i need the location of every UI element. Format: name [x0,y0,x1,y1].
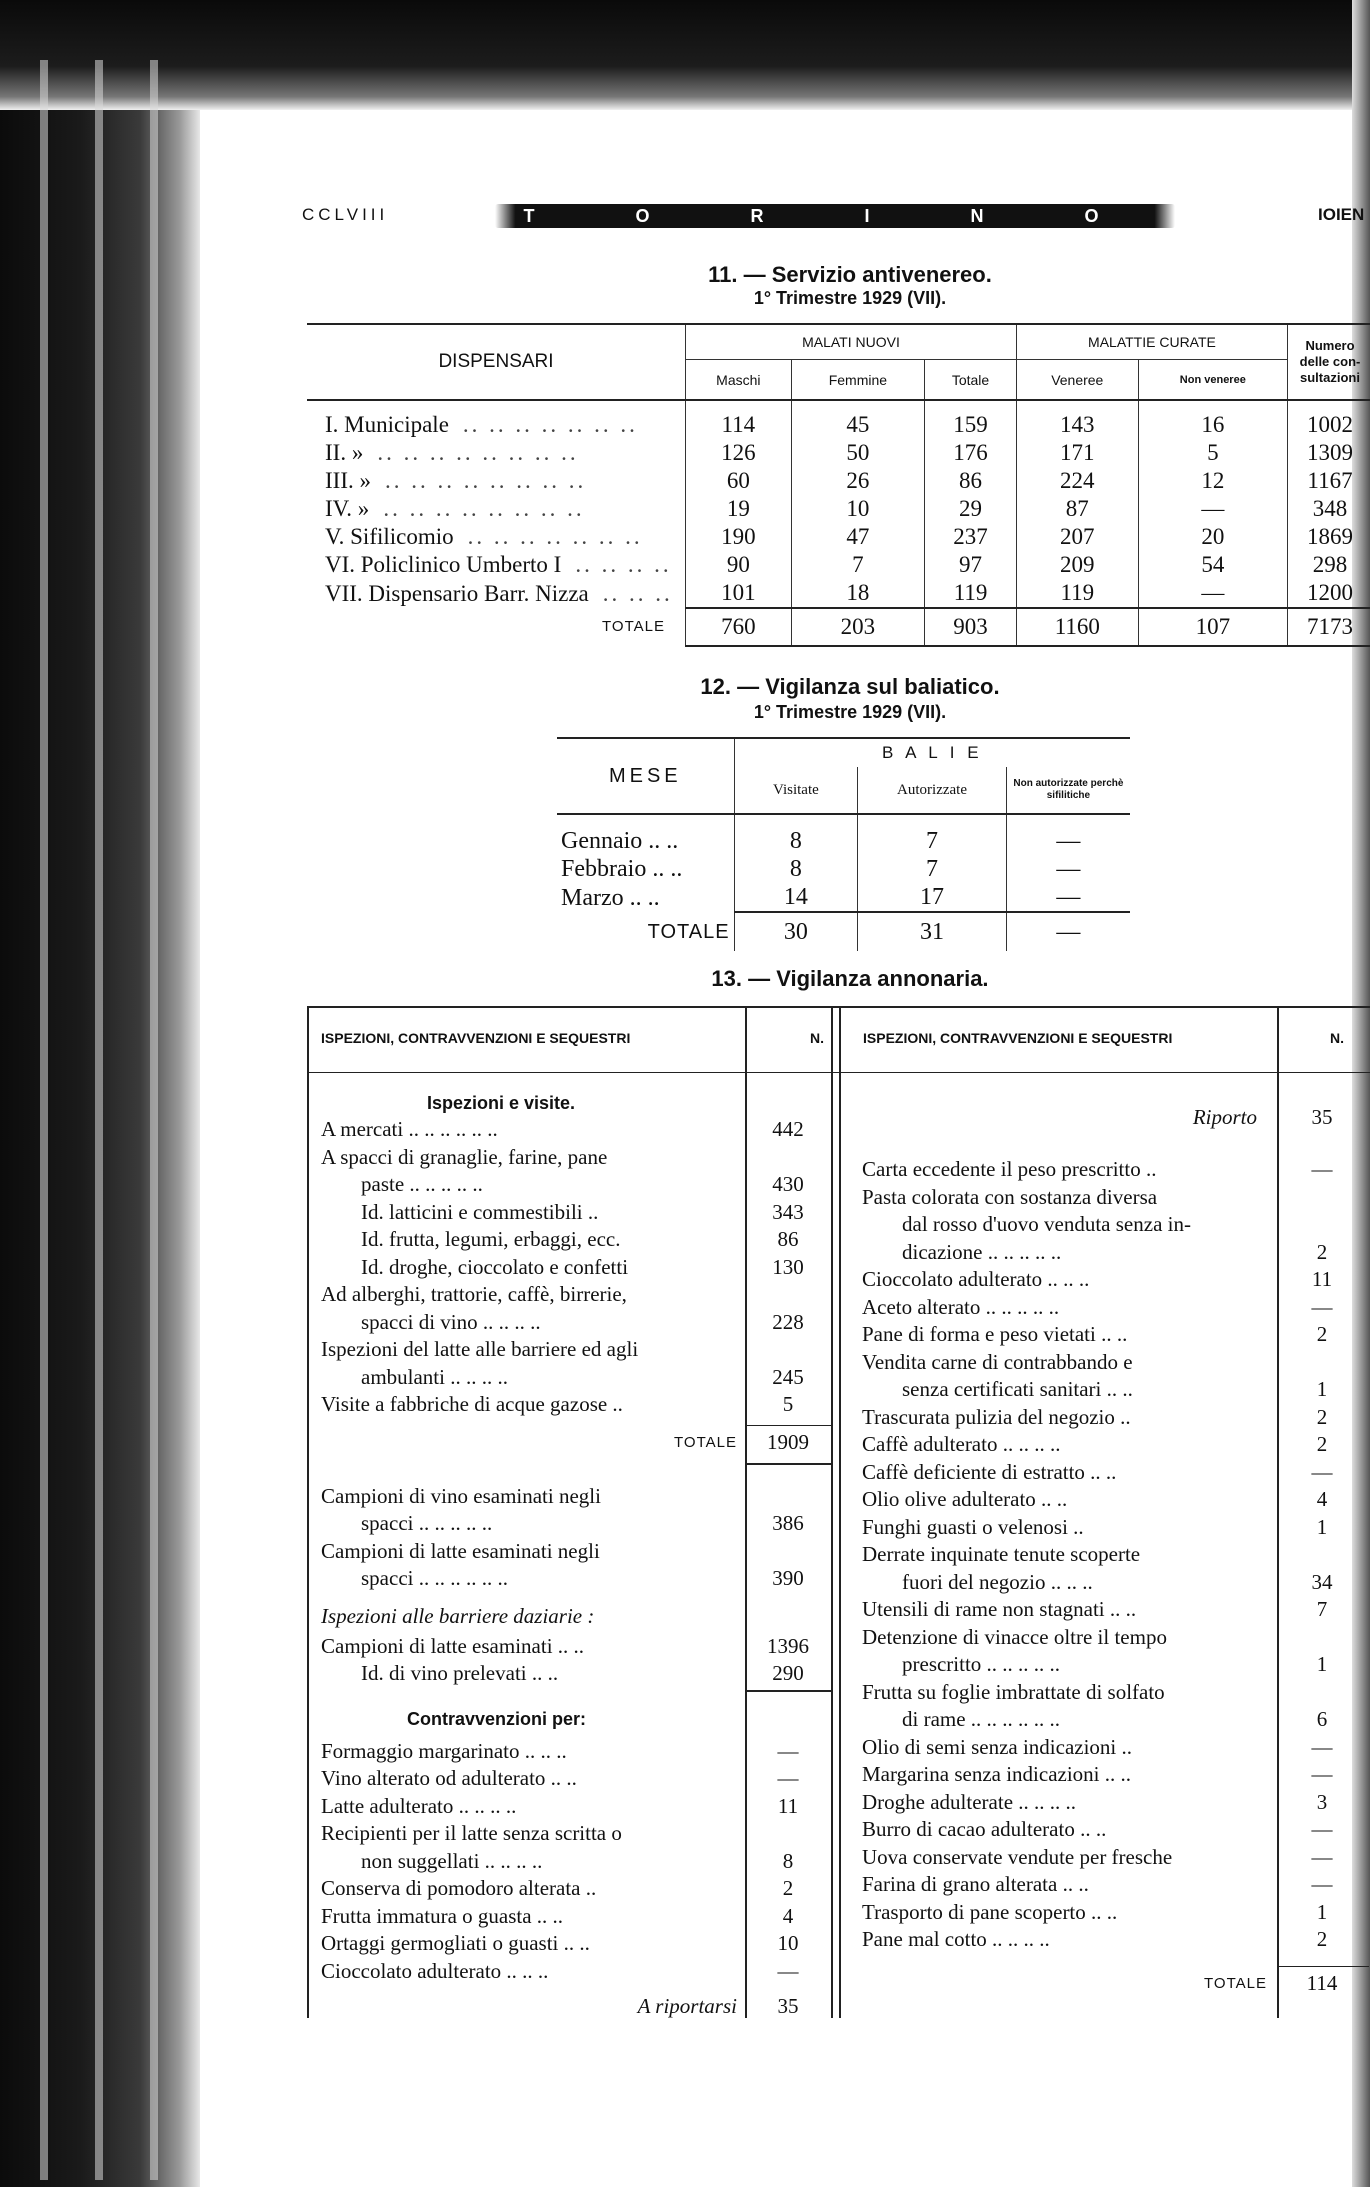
entry-value: 1 [1316,1377,1328,1401]
entry-text: Funghi guasti o velenosi .. [862,1514,1084,1539]
leader-dots: .. .. .. .. .. .. .. .. [377,440,579,465]
barriere-heading: Ispezioni alle barriere daziarie : [321,1603,595,1628]
entry-text: Cioccolato adulterato .. .. .. [862,1267,1090,1291]
femmine-cell: 50 [791,439,924,467]
entry-text: Frutta immatura o guasta .. .. [321,1903,564,1928]
section11-subtitle: 1° Trimestre 1929 (VII). [753,288,947,308]
subtotal-rule [747,1425,831,1426]
entry-text: Margarina senza indicazioni .. .. [862,1762,1132,1786]
entry-value: 1 [1316,1514,1328,1539]
entry-value: 290 [772,1661,804,1685]
non-veneree-cell: — [1138,579,1287,608]
col-totale: Totale [925,360,1017,400]
entry-text: Id. latticini e commestibili .. [361,1199,599,1224]
total-row [307,608,1370,646]
autorizzate-cell: 7 [858,814,1007,855]
col-dispensari: DISPENSARI [307,324,686,400]
entry-text: Ortaggi germogliati o guasti .. .. [321,1931,590,1955]
dispensario-name: III. » [325,468,371,493]
entry-text: Pasta colorata con sostanza diversa [862,1184,1158,1209]
visitate-cell: 14 [734,883,858,912]
left-col-n: N. [810,1030,824,1046]
entry-text: prescritto .. .. .. .. .. [902,1652,1061,1676]
leader-dots: .. .. .. .. [575,552,672,577]
row-label [307,495,686,523]
section-rule [747,1690,831,1692]
entry-text: Pane di forma e peso vietati .. .. [862,1322,1128,1346]
femmine-cell: 26 [791,467,924,495]
entry-value: — [1311,1844,1333,1869]
entry-text: paste .. .. .. .. .. [361,1172,483,1196]
entry-text: Cioccolato adulterato .. .. .. [321,1958,549,1983]
maschi-cell: 90 [686,551,792,579]
entry-text: Aceto alterato .. .. .. .. .. [862,1294,1060,1319]
entry-value: — [1311,1817,1333,1841]
page-number: CCLVIII [302,205,389,224]
entry-text: Derrate inquinate tenute scoperte [862,1542,1141,1566]
col-non-autorizzate: Non autorizzate perchè sifilitiche [1006,767,1130,814]
entry-value: 11 [1311,1267,1333,1291]
riportarsi-label: A riportarsi [637,1994,737,2018]
group-balie: B A L I E [734,738,1130,767]
row-label [307,579,686,608]
entry-value: 2 [782,1876,794,1900]
leader-dots: .. .. .. .. .. .. .. .. [384,468,587,493]
entry-value: 8 [782,1848,794,1873]
entry-text: senza certificati sanitari .. .. [902,1377,1133,1401]
entry-text: di rame .. .. .. .. .. .. [902,1707,1061,1731]
veneree-cell: 207 [1016,523,1138,551]
consult-cell: 348 [1288,495,1370,523]
right-col-header: ISPEZIONI, CONTRAVVENZIONI E SEQUESTRI [863,1030,1173,1046]
col-rule [307,1008,309,2018]
veneree-cell: 224 [1016,467,1138,495]
ispezioni-heading: Ispezioni e visite. [427,1093,576,1113]
entry-value: — [1311,1872,1333,1896]
total-rule [747,1463,831,1465]
total-consult: 7173 [1288,608,1370,646]
entry-text: Caffè deficiente di estratto .. .. [862,1459,1117,1484]
entry-text: Vino alterato od adulterato .. .. [321,1766,577,1790]
table-row [557,814,1130,855]
mese-cell: Marzo .. .. [561,884,660,911]
entry-value: 2 [1316,1432,1328,1456]
col-veneree: Veneree [1016,360,1138,400]
entry-text: Vendita carne di contrabbando e [862,1349,1133,1374]
mese-cell: Gennaio .. .. [561,828,679,854]
femmine-cell: 45 [791,400,924,439]
total-femmine: 203 [791,608,924,646]
dispensario-name: VII. Dispensario Barr. Nizza [325,580,589,606]
non-veneree-cell: 5 [1138,439,1287,467]
totale-label: TOTALE [674,1433,737,1451]
non-aut-cell: — [1006,814,1130,855]
entry-text: Trascurata pulizia del negozio .. [862,1404,1131,1429]
veneree-cell: 143 [1016,400,1138,439]
table-row [307,467,1370,495]
scan-strip [95,60,103,2180]
total-visitate: 30 [734,912,858,951]
col-femmine: Femmine [791,360,924,400]
dispensario-name: V. Sifilicomio [325,524,454,549]
consult-cell: 1309 [1288,439,1370,467]
non-veneree-cell: 16 [1138,400,1287,439]
entry-text: Uova conservate vendute per fresche [862,1844,1173,1869]
consult-cell: 298 [1288,551,1370,579]
row-label [307,467,686,495]
totale-cell: 29 [925,495,1017,523]
consult-cell: 1200 [1288,579,1370,608]
veneree-cell: 87 [1016,495,1138,523]
entry-value: 86 [777,1227,799,1251]
total-label: TOTALE [602,618,665,635]
entry-text: Olio di semi senza indicazioni .. [862,1734,1133,1759]
entry-text: Campioni di vino esaminati negli [321,1483,601,1508]
table-row [307,579,1370,608]
row-label [307,523,686,551]
totale-cell: 159 [925,400,1017,439]
leader-dots: .. .. .. [602,580,673,606]
entry-value: 130 [772,1254,804,1279]
entry-text: Visite a fabbriche di acque gazose .. [321,1392,623,1416]
entry-value: 1909 [767,1429,809,1454]
femmine-cell: 18 [791,579,924,608]
entry-value: 390 [772,1566,804,1590]
entry-text: Ispezioni del latte alle barriere ed agli [321,1337,639,1361]
col-non-veneree: Non veneree [1138,360,1287,400]
leader-dots: .. .. .. .. .. .. .. .. [383,496,585,521]
entry-value: — [1311,1294,1333,1319]
entry-value: 4 [1316,1487,1328,1511]
entry-value: — [777,1958,799,1983]
non-aut-cell: — [1006,883,1130,912]
femmine-cell: 10 [791,495,924,523]
dispensario-name: IV. » [325,496,370,521]
section12-subtitle: 1° Trimestre 1929 (VII). [753,702,947,722]
right-col-n: N. [1330,1030,1344,1046]
dispensario-name: II. » [325,440,364,465]
col-consultazioni: Numero delle con-sultazioni [1288,324,1370,400]
entry-value: — [777,1766,799,1790]
entry-value: 1 [1316,1652,1328,1676]
col-visitate: Visitate [734,767,858,814]
entry-value: — [777,1738,799,1763]
group-malati-nuovi: MALATI NUOVI [686,324,1017,360]
dispensario-name: VI. Policlinico Umberto I [325,552,562,577]
entry-text: A mercati .. .. .. .. .. .. [321,1117,498,1141]
total-veneree: 1160 [1016,608,1138,646]
section13-title: 13. — Vigilanza annonaria. [711,966,989,991]
maschi-cell: 126 [686,439,792,467]
entry-value: 3 [1316,1789,1328,1814]
maschi-cell: 114 [686,400,792,439]
entry-text: Campioni di latte esaminati negli [321,1538,600,1563]
consult-cell: 1167 [1288,467,1370,495]
entry-text: Campioni di latte esaminati .. .. [321,1633,585,1658]
consult-cell: 1869 [1288,523,1370,551]
left-col-header: ISPEZIONI, CONTRAVVENZIONI E SEQUESTRI [321,1030,631,1046]
riporto-label: Riporto [1192,1105,1257,1129]
total-row [557,912,1130,951]
total-label: TOTALE [647,920,730,943]
visitate-cell: 8 [734,855,858,883]
scan-strip [150,60,158,2180]
table-row [307,523,1370,551]
entry-value: 2 [1316,1927,1328,1951]
group-malattie-curate: MALATTIE CURATE [1016,324,1287,360]
totale-cell: 119 [925,579,1017,608]
total-totale: 903 [925,608,1017,646]
col-mese: MESE [557,738,734,814]
entry-value: 430 [772,1172,804,1196]
entry-value: 2 [1316,1239,1328,1264]
entry-text: Trasporto di pane scoperto .. .. [862,1899,1118,1924]
entry-value: 35 [777,1994,799,2018]
header-banner: T O R I N O [495,204,1175,228]
total-autorizzate: 31 [858,912,1007,951]
maschi-cell: 190 [686,523,792,551]
consult-cell: 1002 [1288,400,1370,439]
entry-value: 2 [1316,1322,1328,1346]
scan-strip [40,60,48,2180]
entry-text: Frutta su foglie imbrattate di solfato [862,1679,1165,1704]
veneree-cell: 209 [1016,551,1138,579]
entry-text: Id. di vino prelevati .. .. [361,1661,559,1685]
entry-text: Burro di cacao adulterato .. .. [862,1817,1107,1841]
entry-text: Detenzione di vinacce oltre il tempo [862,1624,1167,1649]
entry-text: ambulanti .. .. .. .. [361,1364,508,1389]
col-rule [839,1008,841,2018]
table-row [307,495,1370,523]
non-veneree-cell: — [1138,495,1287,523]
entry-text: spacci .. .. .. .. .. .. [361,1566,508,1590]
entry-value: 11 [777,1793,799,1818]
femmine-cell: 47 [791,523,924,551]
entry-value: — [1311,1157,1333,1181]
entry-value: 35 [1311,1105,1333,1129]
veneree-cell: 171 [1016,439,1138,467]
entry-text: Id. frutta, legumi, erbaggi, ecc. [361,1227,621,1251]
femmine-cell: 7 [791,551,924,579]
totale-label: TOTALE [1204,1974,1267,1992]
entry-value: 343 [772,1199,804,1224]
antivenereo-table [307,323,1370,647]
totale-cell: 176 [925,439,1017,467]
baliatico-table [557,737,1130,951]
entry-value: 245 [772,1364,804,1389]
entry-value: — [1311,1762,1333,1786]
row-label [307,439,686,467]
entry-value: 4 [782,1903,794,1928]
dispensario-name: I. Municipale [325,412,449,437]
total-non-aut: — [1006,912,1130,951]
totale-cell: 86 [925,467,1017,495]
entry-value: 1396 [767,1633,809,1658]
entry-value: 34 [1311,1569,1333,1594]
total-rule [1279,1966,1369,1967]
entry-text: Olio olive adulterato .. .. [862,1487,1068,1511]
autorizzate-cell: 7 [858,855,1007,883]
non-veneree-cell: 20 [1138,523,1287,551]
entry-text: Pane mal cotto .. .. .. .. [862,1927,1050,1951]
entry-text: dicazione .. .. .. .. .. [902,1239,1062,1264]
visitate-cell: 8 [734,814,858,855]
entry-text: spacci .. .. .. .. .. [361,1511,493,1535]
veneree-cell: 119 [1016,579,1138,608]
contravvenzioni-heading: Contravvenzioni per: [407,1708,587,1729]
maschi-cell: 60 [686,467,792,495]
maschi-cell: 101 [686,579,792,608]
entry-text: Droghe adulterate .. .. .. .. [862,1789,1077,1814]
entry-text: Conserva di pomodoro alterata .. [321,1876,597,1900]
entry-value: — [1311,1459,1333,1484]
entry-text: Utensili di rame non stagnati .. .. [862,1597,1137,1621]
entry-value: 386 [772,1511,804,1535]
section12-title: 12. — Vigilanza sul baliatico. [700,674,1000,699]
entry-value: 2 [1316,1404,1328,1429]
entry-value: 7 [1316,1597,1328,1621]
scan-top-edge [0,0,1370,110]
table-row [557,855,1130,883]
entry-text: spacci di vino .. .. .. .. [361,1309,541,1334]
entry-value: 10 [777,1931,799,1955]
row-label [307,400,686,439]
table-row [307,439,1370,467]
totale-cell: 97 [925,551,1017,579]
entry-text: Latte adulterato .. .. .. .. [321,1793,517,1818]
entry-text: Recipienti per il latte senza scritta o [321,1821,622,1845]
entry-text: Farina di grano alterata .. .. [862,1872,1089,1896]
entry-value: 228 [772,1309,804,1334]
mese-cell: Febbraio .. .. [561,856,683,882]
autorizzate-cell: 17 [858,883,1007,912]
non-veneree-cell: 54 [1138,551,1287,579]
maschi-cell: 19 [686,495,792,523]
entry-value: 1 [1316,1899,1328,1924]
col-maschi: Maschi [686,360,792,400]
leader-dots: .. .. .. .. .. .. .. [467,524,643,549]
entry-text: Ad alberghi, trattorie, caffè, birrerie, [321,1282,627,1306]
entry-text: dal rosso d'uovo venduta senza in- [902,1212,1191,1236]
entry-text: Id. droghe, cioccolato e confetti [361,1254,629,1279]
header-right-text: IOIEN [1318,205,1365,224]
col-autorizzate: Autorizzate [858,767,1007,814]
table-row [307,400,1370,439]
entry-value: 442 [772,1117,804,1141]
non-aut-cell: — [1006,855,1130,883]
annonaria-table [307,1006,1370,2018]
section11-title: 11. — Servizio antivenereo. [708,262,992,287]
total-maschi: 760 [686,608,792,646]
entry-text: A spacci di granaglie, farine, pane [321,1144,608,1169]
row-label [307,551,686,579]
entry-value: — [1311,1734,1333,1759]
total-non-veneree: 107 [1138,608,1287,646]
non-veneree-cell: 12 [1138,467,1287,495]
leader-dots: .. .. .. .. .. .. .. [462,412,638,437]
entry-text: Carta eccedente il peso prescritto .. [862,1157,1157,1181]
entry-text: fuori del negozio .. .. .. [902,1569,1093,1594]
entry-text: Formaggio margarinato .. .. .. [321,1738,567,1763]
entry-value: 6 [1316,1707,1328,1731]
entry-value: 114 [1306,1970,1338,1995]
table-row [307,551,1370,579]
entry-text: non suggellati .. .. .. .. [361,1848,543,1873]
totale-cell: 237 [925,523,1017,551]
entry-value: 5 [782,1392,794,1416]
entry-text: Caffè adulterato .. .. .. .. [862,1432,1061,1456]
table-row [557,883,1130,912]
